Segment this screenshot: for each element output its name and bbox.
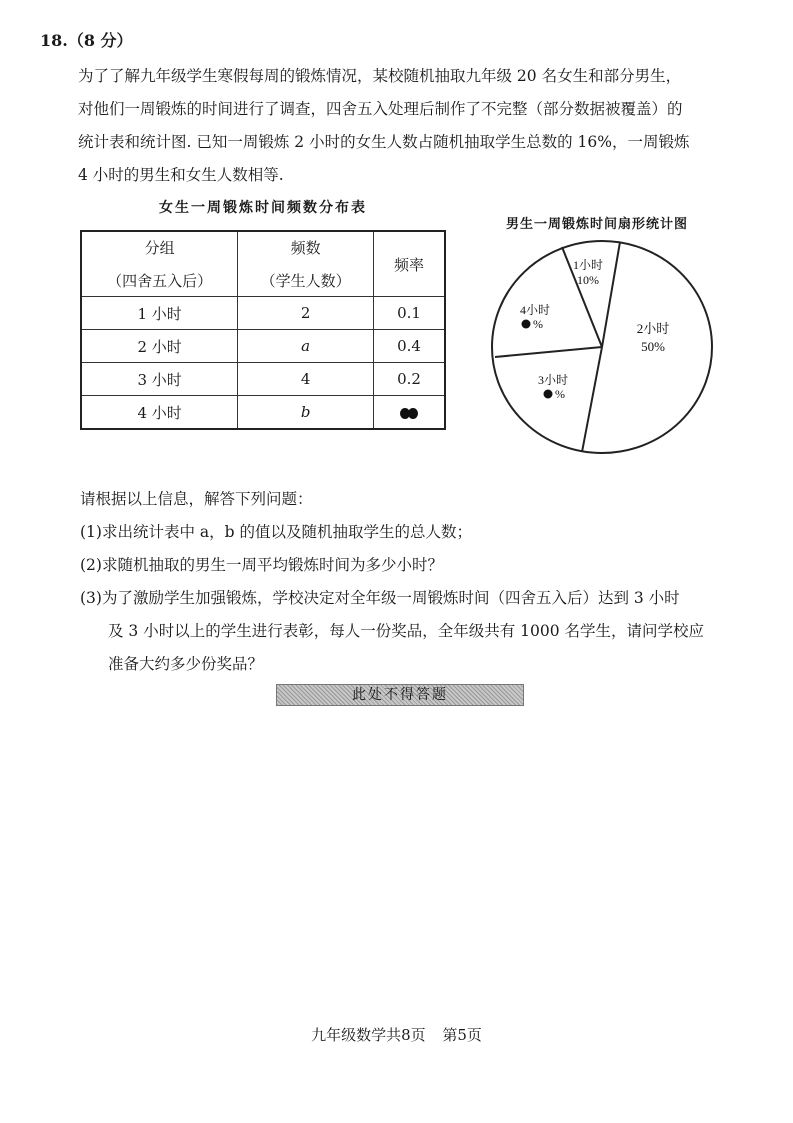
cell-count: 4 [238, 363, 374, 396]
cell-freq: 0.2 [373, 363, 445, 396]
question-number: 18.（8 分） [40, 31, 133, 50]
slice-label-1h: 1小时 [572, 258, 604, 272]
header-group-line2: （四舍五入后） [107, 272, 213, 290]
no-answer-banner: 此处不得答题 [276, 684, 524, 706]
intro-line: 对他们一周锻炼的时间进行了调查，四舍五入处理后制作了不完整（部分数据被覆盖）的 [78, 100, 683, 118]
footer-course: 九年级数学共8页 [311, 1026, 426, 1044]
cell-count: b [238, 396, 374, 430]
cell-freq-obscured [373, 396, 445, 430]
slice-value-2h: 50% [641, 339, 665, 354]
ink-blot-icon [408, 408, 418, 419]
question-intro [78, 60, 758, 192]
ink-blot-icon [522, 320, 531, 329]
slice-value-4h: % [533, 317, 543, 331]
table-row [81, 330, 445, 363]
chart-title: 男生一周锻炼时间扇形统计图 [506, 217, 689, 232]
header-count [238, 231, 374, 297]
table-title: 女生一周锻炼时间频数分布表 [159, 200, 367, 216]
cell-group: 3 小时 [81, 363, 238, 396]
slice-label-3h: 3小时 [537, 373, 569, 387]
header-count-line1: 频数 [290, 239, 321, 257]
table-header-row [81, 231, 445, 297]
pie-chart [480, 236, 730, 456]
slice-value-1h: 10% [577, 273, 599, 287]
table-row [81, 396, 445, 430]
header-count-line2: （学生人数） [260, 272, 351, 290]
ink-blot-icon [544, 390, 553, 399]
page-footer [0, 1024, 793, 1045]
question-3-line3: 准备大约多少份奖品？ [108, 655, 264, 673]
intro-line: 统计表和统计图. 已知一周锻炼 2 小时的女生人数占随机抽取学生总数的 16%，一周锻炼 [78, 133, 690, 151]
header-freq: 频率 [373, 231, 445, 297]
questions-block [80, 483, 770, 681]
intro-line: 为了了解九年级学生寒假每周的锻炼情况，某校随机抽取九年级 20 名女生和部分男生， [78, 67, 682, 85]
question-3-line2: 及 3 小时以上的学生进行表彰，每人一份奖品，全年级共有 1000 名学生，请问学校应 [108, 622, 705, 640]
cell-freq: 0.4 [373, 330, 445, 363]
question-3-line1: (3)为了激励学生加强锻炼，学校决定对全年级一周锻炼时间（四舍五入后）达到 3 小时 [80, 589, 680, 607]
table-row [81, 363, 445, 396]
intro-line: 4 小时的男生和女生人数相等. [78, 166, 284, 184]
table-row [81, 297, 445, 330]
cell-freq: 0.1 [373, 297, 445, 330]
question-2: (2)求随机抽取的男生一周平均锻炼时间为多少小时？ [80, 556, 443, 574]
question-1: (1)求出统计表中 a，b 的值以及随机抽取学生的总人数； [80, 523, 472, 541]
slice-label-4h: 4小时 [519, 303, 551, 317]
slice-label-2h: 2小时 [636, 321, 670, 336]
cell-group: 4 小时 [81, 396, 238, 430]
footer-page: 第5页 [442, 1026, 482, 1044]
header-group-line1: 分组 [144, 239, 175, 257]
questions-lead: 请根据以上信息，解答下列问题： [80, 490, 313, 508]
cell-group: 1 小时 [81, 297, 238, 330]
slice-value-3h: % [555, 387, 565, 401]
cell-count: 2 [238, 297, 374, 330]
cell-group: 2 小时 [81, 330, 238, 363]
frequency-table [80, 230, 446, 430]
header-group [81, 231, 238, 297]
cell-count: a [238, 330, 374, 363]
